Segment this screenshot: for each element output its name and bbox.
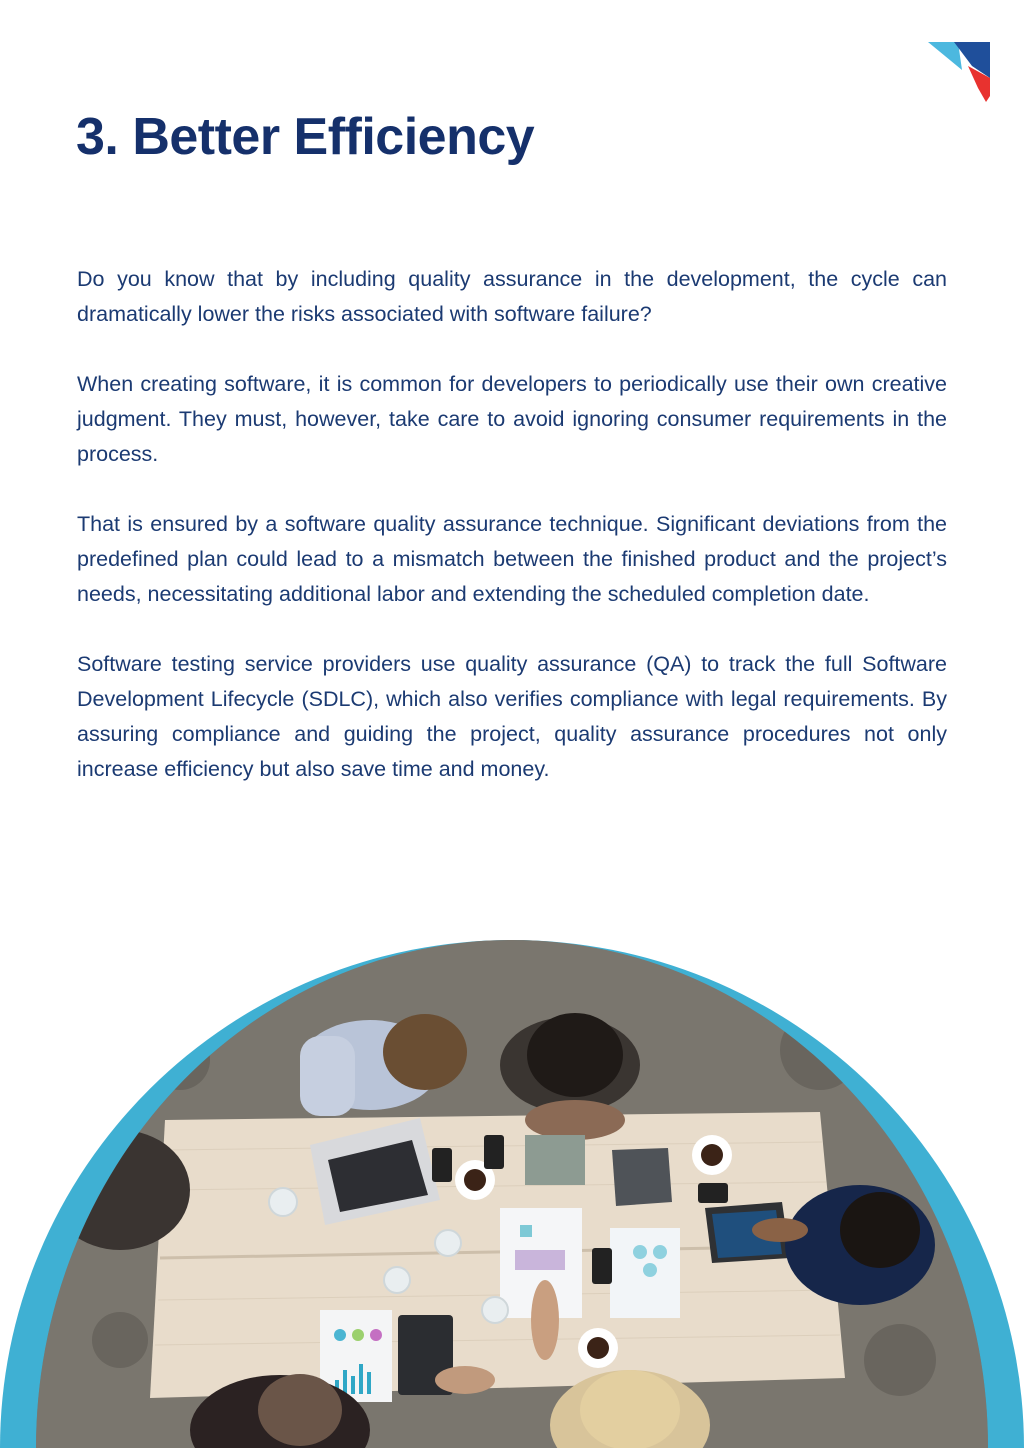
meeting-photo: [0, 940, 1024, 1448]
paragraph-2: When creating software, it is common for developers to periodically use their own creative judgment. They must, however, take care to avoid ignoring consumer requirements in the process.: [77, 372, 947, 466]
page-title: 3. Better Efficiency: [76, 108, 535, 166]
body-text: [77, 262, 947, 822]
team-meeting-photo: [0, 940, 1024, 1448]
paragraph-4: Software testing service providers use quality assurance (QA) to track the full Software Development Lifecycle (SDLC), which also verifies compliance with legal requirements. By assuring compliance and guiding the project, quality assurance procedures not only increase efficiency but also save time and money.: [77, 652, 947, 781]
tablet: [612, 1148, 672, 1206]
paragraph-3: That is ensured by a software quality assurance technique. Significant deviations from the predefined plan could lead to a mismatch between the finished product and the project’s needs, necessitating additional labor and extending the scheduled completion date.: [77, 512, 947, 606]
brand-logo-icon: [928, 40, 992, 102]
paragraph-1: Do you know that by including quality assurance in the development, the cycle can dramatically lower the risks associated with software failure?: [77, 267, 947, 326]
